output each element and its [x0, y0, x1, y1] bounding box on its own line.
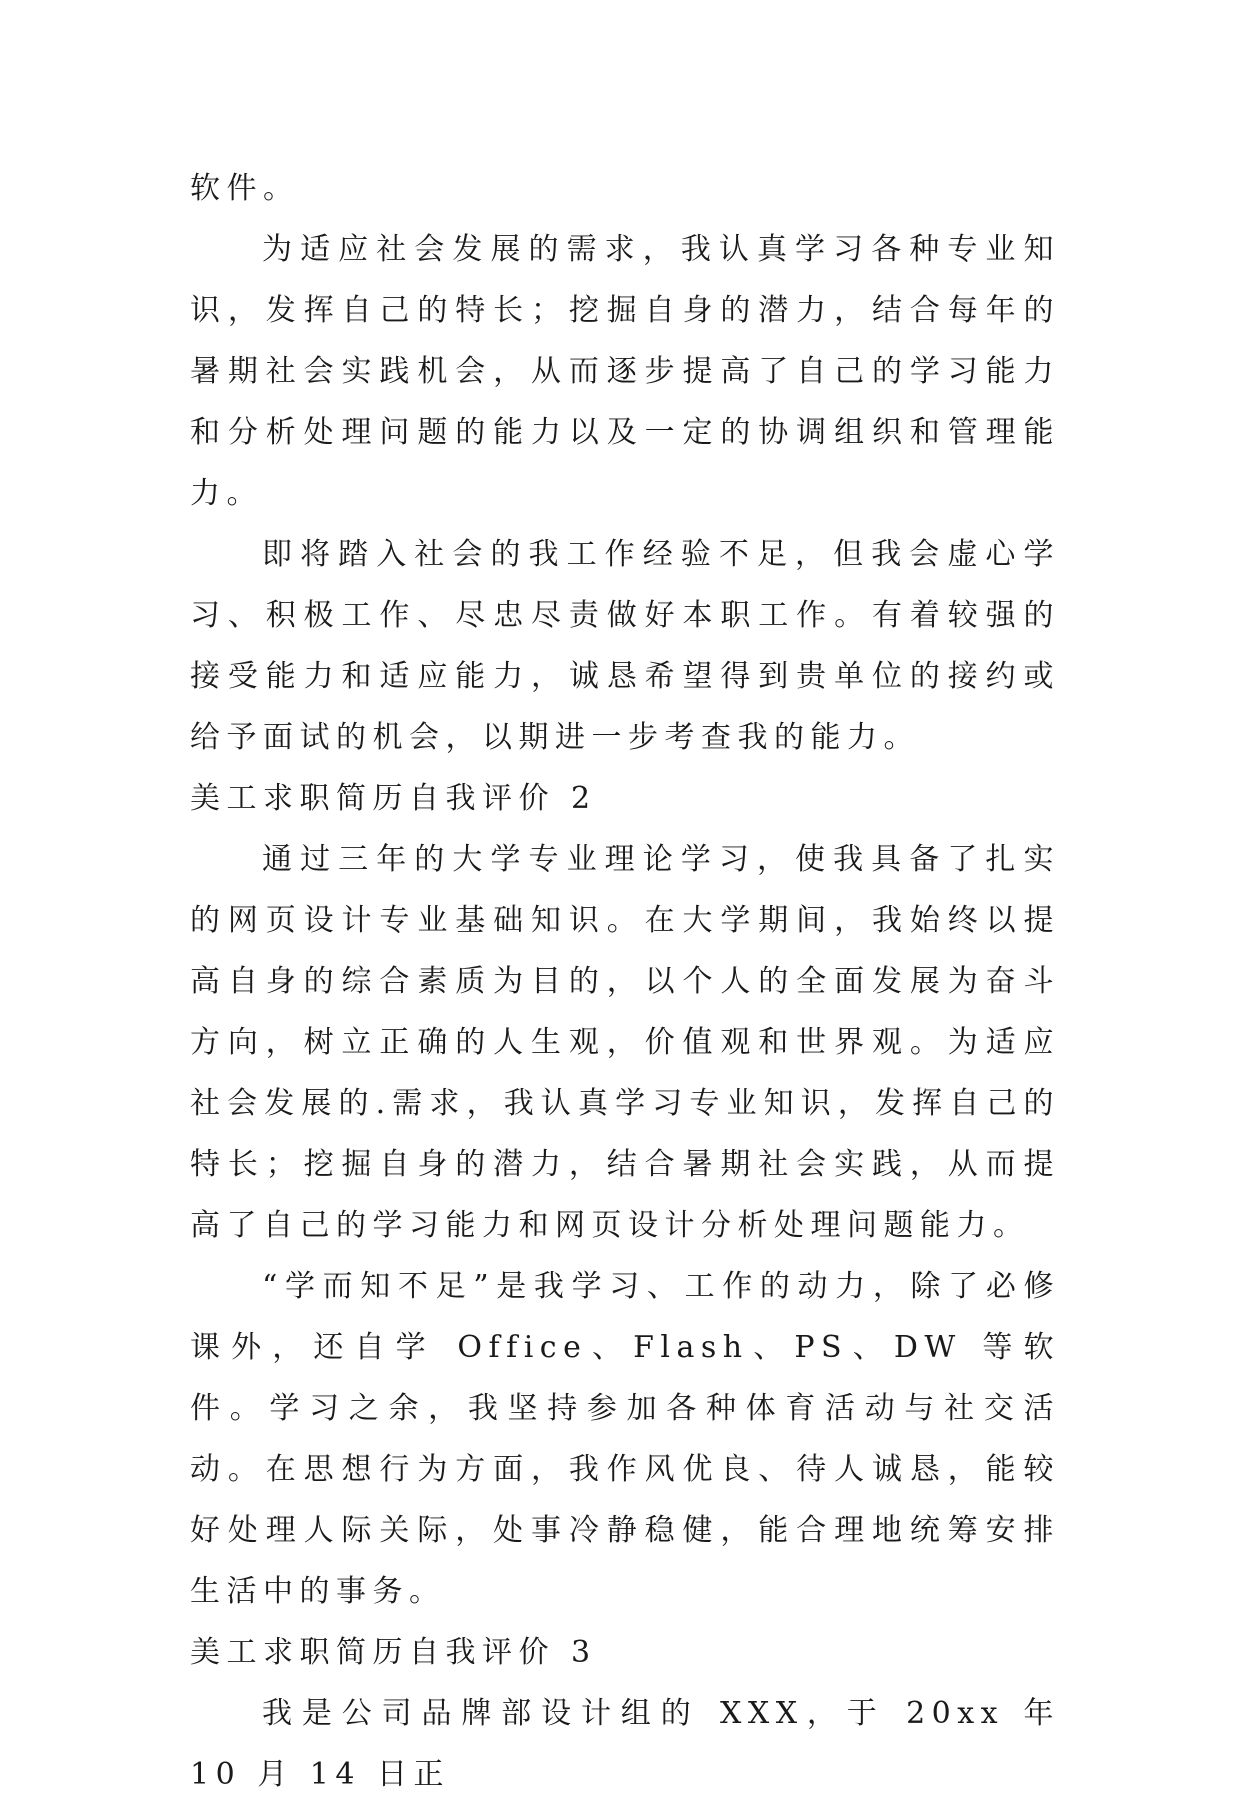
- paragraph: 即将踏入社会的我工作经验不足，但我会虚心学习、积极工作、尽忠尽责做好本职工作。有着较强的接受能力和适应能力，诚恳希望得到贵单位的接约或给予面试的机会，以期进一步考查我的能力。: [190, 537, 1060, 755]
- document-body: [190, 158, 1060, 1805]
- section-heading: 美工求职简历自我评价 3: [190, 1635, 597, 1670]
- paragraph: 为适应社会发展的需求，我认真学习各种专业知识，发挥自己的特长；挖掘自身的潜力，结合每年的暑期社会实践机会，从而逐步提高了自己的学习能力和分析处理问题的能力以及一定的协调组织和管理能力。: [190, 232, 1060, 511]
- paragraph: 我是公司品牌部设计组的 XXX，于 20xx 年 10 月 14 日正: [190, 1696, 1060, 1792]
- section-heading: 美工求职简历自我评价 2: [190, 781, 597, 816]
- paragraph-continuation: 软件。: [190, 171, 300, 206]
- paragraph: “学而知不足”是我学习、工作的动力，除了必修课外，还自学 Office、Flash、PS、DW 等软件。学习之余，我坚持参加各种体育活动与社交活动。在思想行为方面，我作风优良、待人诚恳，能较好处理人际关际，处事冷静稳健，能合理地统筹安排生活中的事务。: [190, 1269, 1060, 1609]
- paragraph: 通过三年的大学专业理论学习，使我具备了扎实的网页设计专业基础知识。在大学期间，我始终以提高自身的综合素质为目的，以个人的全面发展为奋斗方向，树立正确的人生观，价值观和世界观。为适应社会发展的.需求，我认真学习专业知识，发挥自己的特长；挖掘自身的潜力，结合暑期社会实践，从而提高了自己的学习能力和网页设计分析处理问题能力。: [190, 842, 1060, 1243]
